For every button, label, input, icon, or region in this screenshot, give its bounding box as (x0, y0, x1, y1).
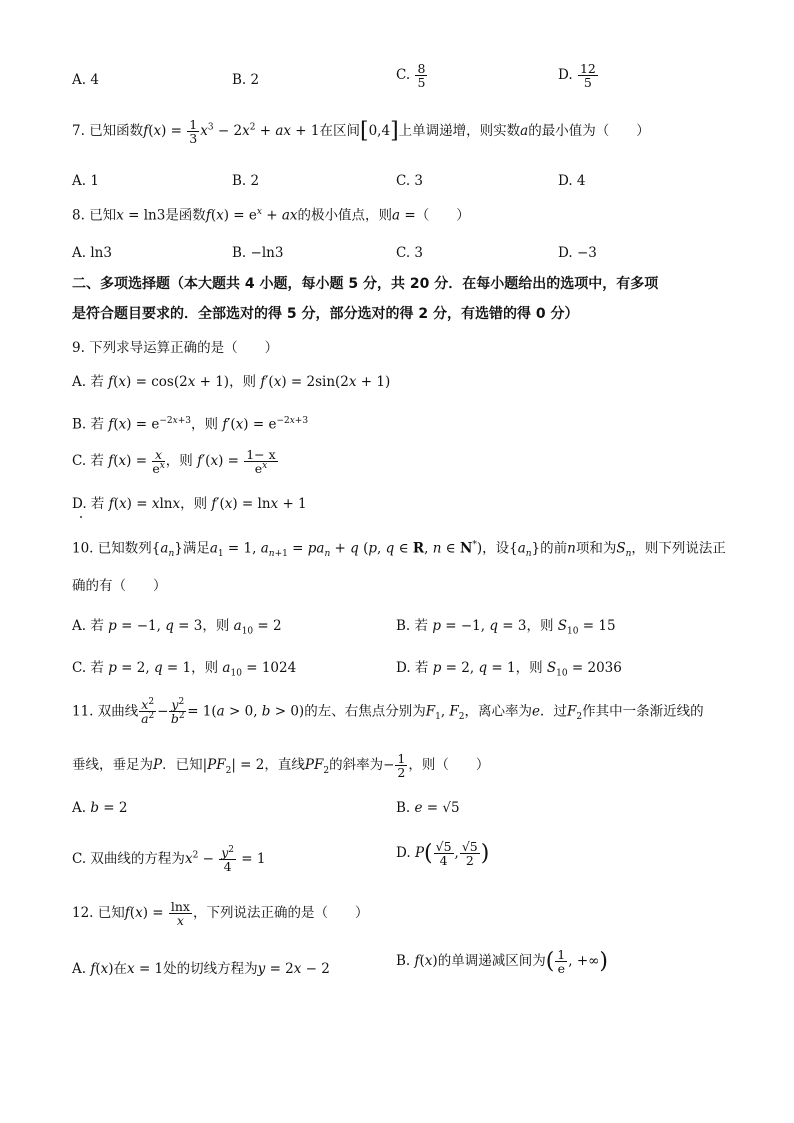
q9-option-c: C. 若 f(x) = $\frac{x}{e^x}$ ，则 f′(x) = $\frac{1- x}{e^x}$ (72, 447, 276, 477)
q12-option-b: B. f(x)的单调递减区间为( $\frac{1}{e}$ , +∞) (396, 947, 608, 977)
section2-heading-line2: 是符合题目要求的．全部选对的得 5 分，部分选对的得 2 分，有选错的得 0 分） (72, 306, 579, 322)
q10-option-b: B. 若 p = −1, q = 3，则 $S_{10} = 15$ (396, 618, 616, 637)
q11-option-a: A. b = 2 (72, 800, 128, 816)
q7-option-b: B. 2 (232, 173, 260, 189)
q7-option-c: C. 3 (396, 173, 424, 189)
q8-option-b: B. −ln3 (232, 245, 284, 261)
q7-stem: 7. 已知函数f(x) = $\frac{1}{3}$ $x^3 - 2x^2$ + ax + 1在区间[0,4]上单调递增，则实数a的最小值为（ ） (72, 117, 650, 147)
q10-stem-line2: 确的有（ ） (72, 578, 167, 594)
q6-option-d: D. $\frac{12}{5}$ (558, 61, 596, 91)
q9-option-b: B. 若 $f(x) = e^{-2x+3}$，则 $f'(x) = e^{-2x+3}$ (72, 416, 309, 433)
q6-option-b: B. 2 (232, 72, 260, 88)
q12-stem: 12. 已知f(x) = $\frac{\ln x}{x}$ ，下列说法正确的是（ ） (72, 899, 369, 929)
q6-option-a: A. 4 (72, 72, 99, 88)
stray-dot-mark (80, 516, 82, 518)
q8-stem: 8. 已知x = ln3是函数$f(x) = e^x$ + ax的极小值点，则a =（ ） (72, 207, 470, 224)
q10-option-c: C. 若 p = 2, q = 1，则 $a_{10} = 1024$ (72, 660, 297, 679)
q9-option-d: D. 若 f(x) = xlnx，则 f′(x) = lnx + 1 (72, 496, 307, 512)
q9-stem: 9. 下列求导运算正确的是（ ） (72, 340, 279, 356)
q9-option-a: A. 若 f(x) = cos(2x + 1)，则 f′(x) = 2sin(2x + 1) (72, 374, 391, 390)
q10-stem-line1: 10. 已知数列$\{a_n\}$满足$a_1 = 1$, $a_{n+1} = pa_n + q$ (p, q ∈ R, n ∈ N*)，设$\{a_n\}$的前n项和为$S_n$，则下列说法正 (72, 540, 726, 560)
q12-option-a: A. f(x)在x = 1处的切线方程为y = 2x − 2 (72, 961, 330, 977)
q7-option-a: A. 1 (72, 173, 99, 189)
q8-option-d: D. −3 (558, 245, 597, 261)
q10-option-d: D. 若 p = 2, q = 1，则 $S_{10} = 2036$ (396, 660, 622, 679)
q11-option-c: C. 双曲线的方程为$x^2$ − $\frac{y^2}{4}$ = 1 (72, 845, 266, 875)
section2-heading-line1: 二、多项选择题（本大题共 4 小题，每小题 5 分，共 20 分．在每小题给出的选项中，有多项 (72, 276, 659, 292)
q11-option-b: B. e = √5 (396, 800, 460, 816)
q11-stem-line1: 11. 双曲线 $\frac{x^2}{a^2}$ − $\frac{y^2}{b^2}$ = 1(a > 0, b > 0)的左、右焦点分别为$F_1$, $F_2$，离心率为e．过$F_2$作其中一条渐近线的 (72, 697, 704, 727)
q8-option-c: C. 3 (396, 245, 424, 261)
q7-option-d: D. 4 (558, 173, 586, 189)
q11-stem-line2: 垂线，垂足为P．已知$|PF_2| = 2$，直线$PF_2$的斜率为− $\frac{1}{2}$ ，则（ ） (72, 751, 490, 781)
q6-option-c: C. $\frac{8}{5}$ (396, 61, 426, 91)
q8-option-a: A. ln3 (72, 245, 112, 261)
q10-option-a: A. 若 p = −1, q = 3，则 $a_{10} = 2$ (72, 618, 282, 637)
q11-option-d: D. P( $\frac{√5}{4}$ , $\frac{√5}{2}$ ) (396, 839, 490, 869)
